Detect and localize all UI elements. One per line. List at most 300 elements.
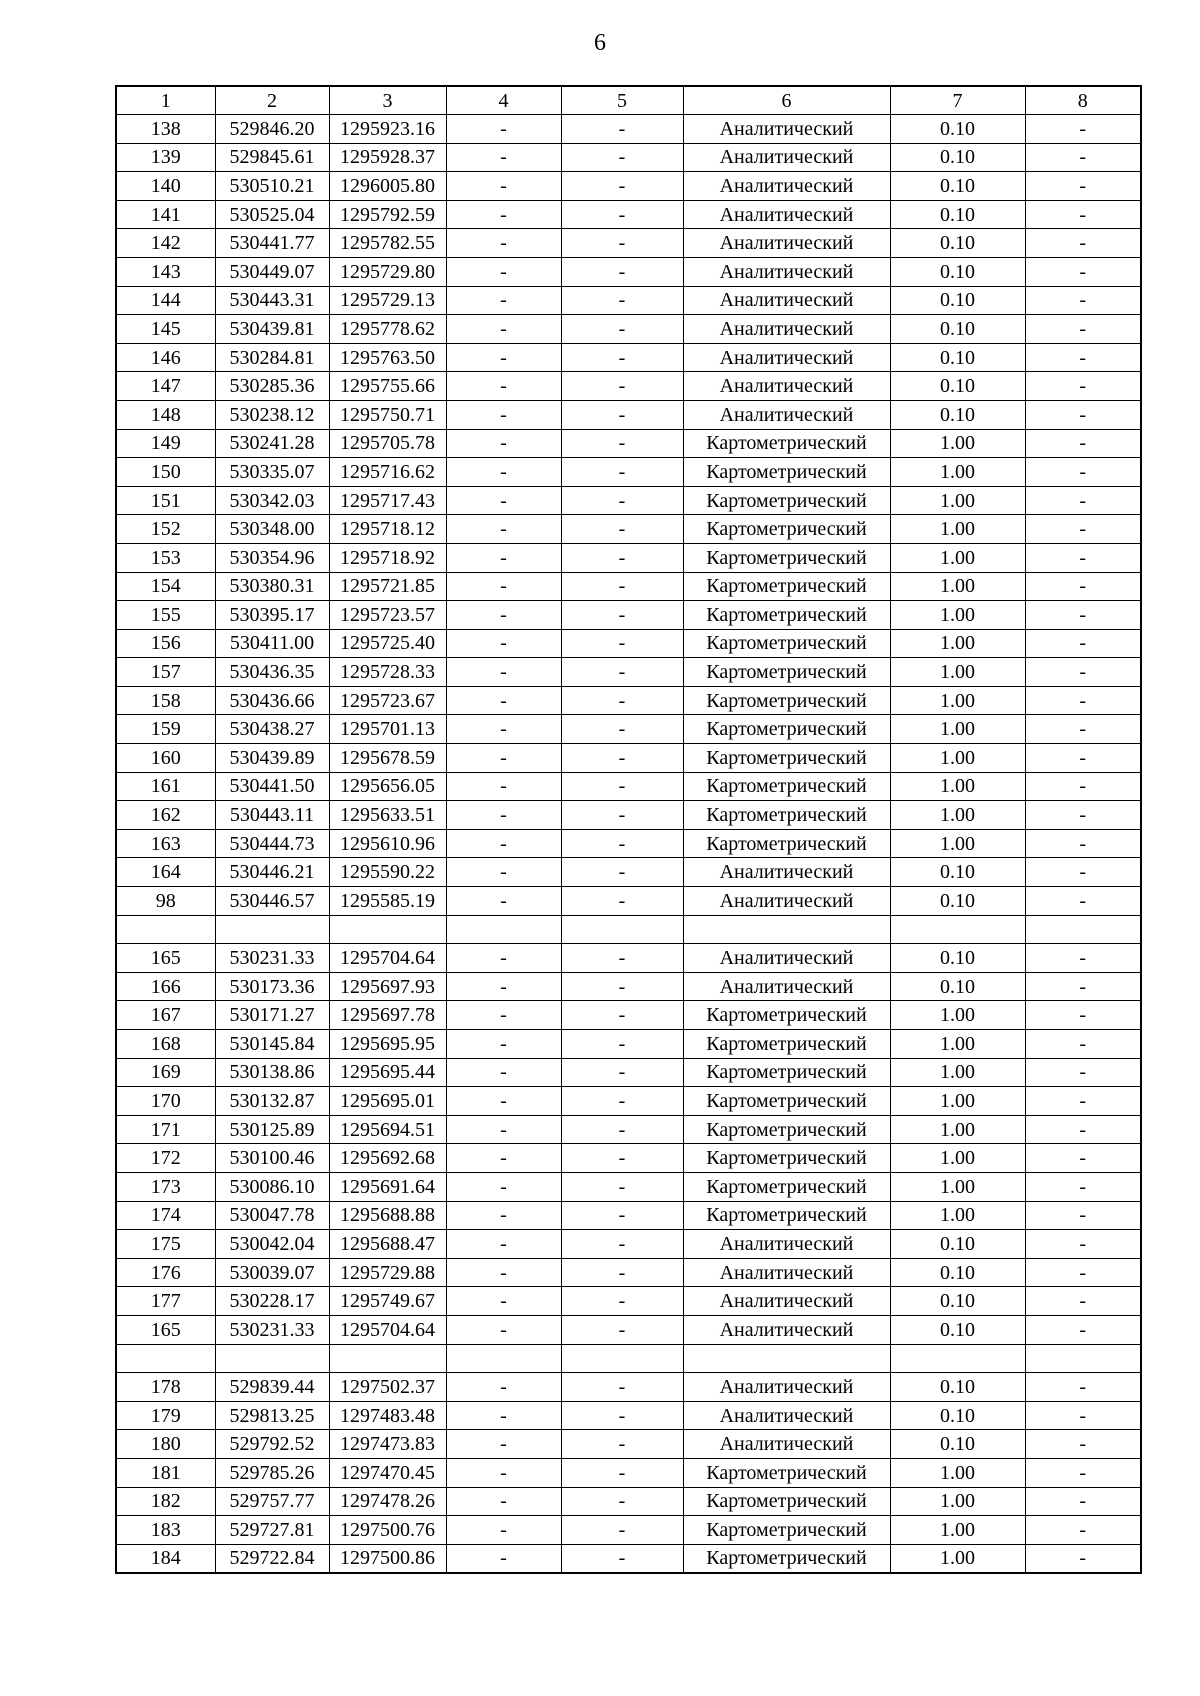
y-coordinate-cell	[329, 1344, 446, 1373]
col8-cell: -	[1025, 1287, 1141, 1316]
col5-cell: -	[561, 1230, 683, 1259]
point-number-cell: 151	[116, 486, 215, 515]
method-cell: Картометрический	[683, 429, 890, 458]
x-coordinate-cell: 530228.17	[215, 1287, 329, 1316]
x-coordinate-cell: 530145.84	[215, 1030, 329, 1059]
y-coordinate-cell: 1295695.01	[329, 1087, 446, 1116]
accuracy-cell: 0.10	[890, 944, 1025, 973]
accuracy-cell: 1.00	[890, 1058, 1025, 1087]
column-header: 7	[890, 86, 1025, 115]
x-coordinate-cell: 530132.87	[215, 1087, 329, 1116]
col8-cell: -	[1025, 744, 1141, 773]
table-separator-row	[116, 915, 1141, 944]
y-coordinate-cell: 1295697.93	[329, 972, 446, 1001]
col4-cell: -	[446, 744, 561, 773]
x-coordinate-cell	[215, 915, 329, 944]
method-cell: Аналитический	[683, 1258, 890, 1287]
col8-cell: -	[1025, 858, 1141, 887]
col8-cell: -	[1025, 143, 1141, 172]
col8-cell: -	[1025, 686, 1141, 715]
col8-cell: -	[1025, 1230, 1141, 1259]
y-coordinate-cell: 1295782.55	[329, 229, 446, 258]
point-number-cell: 164	[116, 858, 215, 887]
table-row	[116, 1315, 1141, 1344]
col8-cell: -	[1025, 829, 1141, 858]
col4-cell: -	[446, 1458, 561, 1487]
col5-cell: -	[561, 543, 683, 572]
col4-cell: -	[446, 601, 561, 630]
y-coordinate-cell: 1295923.16	[329, 115, 446, 144]
accuracy-cell: 0.10	[890, 972, 1025, 1001]
col5-cell: -	[561, 658, 683, 687]
point-number-cell: 141	[116, 200, 215, 229]
col8-cell	[1025, 915, 1141, 944]
col8-cell: -	[1025, 257, 1141, 286]
point-number-cell	[116, 915, 215, 944]
col8-cell: -	[1025, 658, 1141, 687]
col5-cell: -	[561, 1373, 683, 1402]
y-coordinate-cell: 1295718.92	[329, 543, 446, 572]
table-row	[116, 543, 1141, 572]
table-row	[116, 1087, 1141, 1116]
method-cell: Картометрический	[683, 1544, 890, 1573]
accuracy-cell: 1.00	[890, 1201, 1025, 1230]
table-row	[116, 1230, 1141, 1259]
point-number-cell: 155	[116, 601, 215, 630]
point-number-cell: 161	[116, 772, 215, 801]
col5-cell: -	[561, 1172, 683, 1201]
method-cell: Аналитический	[683, 858, 890, 887]
col4-cell: -	[446, 515, 561, 544]
col5-cell: -	[561, 1401, 683, 1430]
accuracy-cell	[890, 1344, 1025, 1373]
point-number-cell: 183	[116, 1516, 215, 1545]
point-number-cell: 163	[116, 829, 215, 858]
point-number-cell: 142	[116, 229, 215, 258]
table-row	[116, 972, 1141, 1001]
point-number-cell	[116, 1344, 215, 1373]
col8-cell: -	[1025, 601, 1141, 630]
accuracy-cell: 0.10	[890, 372, 1025, 401]
table-row	[116, 1258, 1141, 1287]
point-number-cell: 167	[116, 1001, 215, 1030]
table-row	[116, 486, 1141, 515]
col8-cell: -	[1025, 200, 1141, 229]
accuracy-cell: 1.00	[890, 1001, 1025, 1030]
col5-cell	[561, 1344, 683, 1373]
accuracy-cell: 0.10	[890, 858, 1025, 887]
y-coordinate-cell: 1295694.51	[329, 1115, 446, 1144]
y-coordinate-cell: 1297473.83	[329, 1430, 446, 1459]
point-number-cell: 158	[116, 686, 215, 715]
col5-cell: -	[561, 772, 683, 801]
point-number-cell: 176	[116, 1258, 215, 1287]
table-row	[116, 172, 1141, 201]
point-number-cell: 160	[116, 744, 215, 773]
accuracy-cell: 0.10	[890, 1287, 1025, 1316]
col5-cell: -	[561, 572, 683, 601]
accuracy-cell: 0.10	[890, 1401, 1025, 1430]
x-coordinate-cell: 530446.21	[215, 858, 329, 887]
table-row	[116, 801, 1141, 830]
point-number-cell: 149	[116, 429, 215, 458]
col5-cell: -	[561, 458, 683, 487]
y-coordinate-cell: 1295697.78	[329, 1001, 446, 1030]
x-coordinate-cell: 530441.50	[215, 772, 329, 801]
method-cell: Картометрический	[683, 486, 890, 515]
table-row	[116, 772, 1141, 801]
y-coordinate-cell: 1296005.80	[329, 172, 446, 201]
col4-cell	[446, 1344, 561, 1373]
col5-cell: -	[561, 601, 683, 630]
x-coordinate-cell: 530284.81	[215, 343, 329, 372]
col8-cell: -	[1025, 286, 1141, 315]
col5-cell: -	[561, 1258, 683, 1287]
method-cell: Картометрический	[683, 601, 890, 630]
column-header: 5	[561, 86, 683, 115]
point-number-cell: 184	[116, 1544, 215, 1573]
col5-cell: -	[561, 372, 683, 401]
accuracy-cell	[890, 915, 1025, 944]
point-number-cell: 174	[116, 1201, 215, 1230]
x-coordinate-cell: 530446.57	[215, 887, 329, 916]
y-coordinate-cell: 1295678.59	[329, 744, 446, 773]
table-row	[116, 229, 1141, 258]
point-number-cell: 148	[116, 400, 215, 429]
point-number-cell: 152	[116, 515, 215, 544]
x-coordinate-cell: 530231.33	[215, 1315, 329, 1344]
table-row	[116, 944, 1141, 973]
point-number-cell: 144	[116, 286, 215, 315]
y-coordinate-cell: 1295728.33	[329, 658, 446, 687]
method-cell: Аналитический	[683, 1373, 890, 1402]
col4-cell: -	[446, 172, 561, 201]
table-row	[116, 658, 1141, 687]
accuracy-cell: 1.00	[890, 1144, 1025, 1173]
point-number-cell: 138	[116, 115, 215, 144]
col4-cell: -	[446, 1516, 561, 1545]
point-number-cell: 153	[116, 543, 215, 572]
point-number-cell: 143	[116, 257, 215, 286]
y-coordinate-cell: 1295729.80	[329, 257, 446, 286]
col5-cell: -	[561, 1516, 683, 1545]
col5-cell: -	[561, 629, 683, 658]
x-coordinate-cell: 530231.33	[215, 944, 329, 973]
x-coordinate-cell: 530443.11	[215, 801, 329, 830]
x-coordinate-cell: 529792.52	[215, 1430, 329, 1459]
point-number-cell: 178	[116, 1373, 215, 1402]
y-coordinate-cell: 1297500.76	[329, 1516, 446, 1545]
x-coordinate-cell: 530342.03	[215, 486, 329, 515]
y-coordinate-cell: 1297502.37	[329, 1373, 446, 1402]
point-number-cell: 157	[116, 658, 215, 687]
column-header: 3	[329, 86, 446, 115]
accuracy-cell: 0.10	[890, 200, 1025, 229]
col5-cell: -	[561, 315, 683, 344]
y-coordinate-cell: 1297470.45	[329, 1458, 446, 1487]
col5-cell: -	[561, 1487, 683, 1516]
table-row	[116, 1030, 1141, 1059]
y-coordinate-cell: 1295695.95	[329, 1030, 446, 1059]
column-header: 6	[683, 86, 890, 115]
y-coordinate-cell: 1295688.47	[329, 1230, 446, 1259]
method-cell: Аналитический	[683, 257, 890, 286]
point-number-cell: 173	[116, 1172, 215, 1201]
table-body	[116, 115, 1141, 1574]
col4-cell: -	[446, 572, 561, 601]
col5-cell: -	[561, 1115, 683, 1144]
x-coordinate-cell: 530449.07	[215, 257, 329, 286]
x-coordinate-cell: 530395.17	[215, 601, 329, 630]
table-row	[116, 1058, 1141, 1087]
table-row	[116, 1544, 1141, 1573]
col8-cell: -	[1025, 1144, 1141, 1173]
point-number-cell: 180	[116, 1430, 215, 1459]
col5-cell: -	[561, 715, 683, 744]
table-row	[116, 115, 1141, 144]
col8-cell: -	[1025, 772, 1141, 801]
x-coordinate-cell: 530285.36	[215, 372, 329, 401]
col8-cell: -	[1025, 1487, 1141, 1516]
point-number-cell: 140	[116, 172, 215, 201]
table-row	[116, 515, 1141, 544]
col5-cell: -	[561, 1058, 683, 1087]
accuracy-cell: 1.00	[890, 1172, 1025, 1201]
column-header: 4	[446, 86, 561, 115]
accuracy-cell: 1.00	[890, 429, 1025, 458]
accuracy-cell: 0.10	[890, 1315, 1025, 1344]
col8-cell: -	[1025, 172, 1141, 201]
method-cell: Картометрический	[683, 1201, 890, 1230]
col4-cell: -	[446, 315, 561, 344]
method-cell: Аналитический	[683, 372, 890, 401]
accuracy-cell: 1.00	[890, 458, 1025, 487]
col4-cell: -	[446, 543, 561, 572]
point-number-cell: 181	[116, 1458, 215, 1487]
method-cell: Картометрический	[683, 1487, 890, 1516]
col8-cell: -	[1025, 629, 1141, 658]
x-coordinate-cell: 530443.31	[215, 286, 329, 315]
col5-cell: -	[561, 400, 683, 429]
point-number-cell: 98	[116, 887, 215, 916]
y-coordinate-cell: 1297483.48	[329, 1401, 446, 1430]
x-coordinate-cell: 530238.12	[215, 400, 329, 429]
col4-cell: -	[446, 858, 561, 887]
x-coordinate-cell: 530441.77	[215, 229, 329, 258]
method-cell: Аналитический	[683, 315, 890, 344]
table-row	[116, 744, 1141, 773]
col5-cell: -	[561, 343, 683, 372]
x-coordinate-cell	[215, 1344, 329, 1373]
x-coordinate-cell: 530380.31	[215, 572, 329, 601]
column-header: 2	[215, 86, 329, 115]
table-separator-row	[116, 1344, 1141, 1373]
y-coordinate-cell: 1295692.68	[329, 1144, 446, 1173]
col4-cell: -	[446, 486, 561, 515]
col5-cell: -	[561, 172, 683, 201]
col4-cell: -	[446, 1172, 561, 1201]
x-coordinate-cell: 529845.61	[215, 143, 329, 172]
col8-cell: -	[1025, 372, 1141, 401]
col8-cell: -	[1025, 1315, 1141, 1344]
col8-cell: -	[1025, 229, 1141, 258]
method-cell: Картометрический	[683, 1058, 890, 1087]
col5-cell: -	[561, 515, 683, 544]
x-coordinate-cell: 530348.00	[215, 515, 329, 544]
col4-cell: -	[446, 1115, 561, 1144]
col5-cell: -	[561, 1144, 683, 1173]
accuracy-cell: 1.00	[890, 801, 1025, 830]
col5-cell: -	[561, 257, 683, 286]
x-coordinate-cell: 530086.10	[215, 1172, 329, 1201]
accuracy-cell: 1.00	[890, 1544, 1025, 1573]
col4-cell: -	[446, 200, 561, 229]
table-row	[116, 143, 1141, 172]
accuracy-cell: 0.10	[890, 172, 1025, 201]
col5-cell	[561, 915, 683, 944]
method-cell: Аналитический	[683, 972, 890, 1001]
accuracy-cell: 0.10	[890, 1258, 1025, 1287]
col8-cell: -	[1025, 1544, 1141, 1573]
y-coordinate-cell: 1295590.22	[329, 858, 446, 887]
col8-cell: -	[1025, 343, 1141, 372]
col4-cell: -	[446, 1258, 561, 1287]
accuracy-cell: 0.10	[890, 115, 1025, 144]
method-cell: Аналитический	[683, 1430, 890, 1459]
point-number-cell: 147	[116, 372, 215, 401]
table-row	[116, 1144, 1141, 1173]
accuracy-cell: 1.00	[890, 686, 1025, 715]
col4-cell: -	[446, 658, 561, 687]
y-coordinate-cell	[329, 915, 446, 944]
table-row	[116, 429, 1141, 458]
col4-cell: -	[446, 257, 561, 286]
col4-cell: -	[446, 772, 561, 801]
y-coordinate-cell: 1295691.64	[329, 1172, 446, 1201]
table-row	[116, 257, 1141, 286]
x-coordinate-cell: 530171.27	[215, 1001, 329, 1030]
col5-cell: -	[561, 1201, 683, 1230]
table-row	[116, 1201, 1141, 1230]
method-cell: Аналитический	[683, 343, 890, 372]
col4-cell: -	[446, 686, 561, 715]
col4-cell: -	[446, 1201, 561, 1230]
col4-cell: -	[446, 1087, 561, 1116]
method-cell: Аналитический	[683, 1401, 890, 1430]
method-cell: Картометрический	[683, 715, 890, 744]
x-coordinate-cell: 529846.20	[215, 115, 329, 144]
y-coordinate-cell: 1295701.13	[329, 715, 446, 744]
col8-cell: -	[1025, 1115, 1141, 1144]
x-coordinate-cell: 529727.81	[215, 1516, 329, 1545]
col8-cell: -	[1025, 486, 1141, 515]
x-coordinate-cell: 530138.86	[215, 1058, 329, 1087]
col5-cell: -	[561, 229, 683, 258]
y-coordinate-cell: 1295792.59	[329, 200, 446, 229]
accuracy-cell: 0.10	[890, 1230, 1025, 1259]
col4-cell: -	[446, 143, 561, 172]
point-number-cell: 177	[116, 1287, 215, 1316]
col8-cell: -	[1025, 400, 1141, 429]
col5-cell: -	[561, 1430, 683, 1459]
accuracy-cell: 1.00	[890, 772, 1025, 801]
point-number-cell: 162	[116, 801, 215, 830]
table-row	[116, 601, 1141, 630]
table-header-row	[116, 86, 1141, 115]
method-cell: Аналитический	[683, 400, 890, 429]
y-coordinate-cell: 1295717.43	[329, 486, 446, 515]
col4-cell: -	[446, 1487, 561, 1516]
col4-cell: -	[446, 1144, 561, 1173]
col8-cell: -	[1025, 115, 1141, 144]
col4-cell: -	[446, 944, 561, 973]
accuracy-cell: 1.00	[890, 629, 1025, 658]
coordinates-table	[115, 85, 1142, 1574]
point-number-cell: 165	[116, 944, 215, 973]
method-cell: Картометрический	[683, 572, 890, 601]
col5-cell: -	[561, 486, 683, 515]
method-cell: Аналитический	[683, 172, 890, 201]
method-cell: Картометрический	[683, 1087, 890, 1116]
x-coordinate-cell: 530438.27	[215, 715, 329, 744]
col8-cell: -	[1025, 1087, 1141, 1116]
x-coordinate-cell: 530436.35	[215, 658, 329, 687]
col4-cell: -	[446, 372, 561, 401]
table-row	[116, 400, 1141, 429]
y-coordinate-cell: 1297478.26	[329, 1487, 446, 1516]
method-cell: Картометрический	[683, 1458, 890, 1487]
col4-cell	[446, 915, 561, 944]
point-number-cell: 154	[116, 572, 215, 601]
accuracy-cell: 0.10	[890, 143, 1025, 172]
point-number-cell: 170	[116, 1087, 215, 1116]
col5-cell: -	[561, 115, 683, 144]
y-coordinate-cell: 1295755.66	[329, 372, 446, 401]
col5-cell: -	[561, 1458, 683, 1487]
col4-cell: -	[446, 1315, 561, 1344]
point-number-cell: 182	[116, 1487, 215, 1516]
col4-cell: -	[446, 1430, 561, 1459]
x-coordinate-cell: 530354.96	[215, 543, 329, 572]
method-cell: Аналитический	[683, 944, 890, 973]
col5-cell: -	[561, 1315, 683, 1344]
col8-cell: -	[1025, 1373, 1141, 1402]
col5-cell: -	[561, 1544, 683, 1573]
point-number-cell: 169	[116, 1058, 215, 1087]
accuracy-cell: 1.00	[890, 601, 1025, 630]
method-cell: Аналитический	[683, 887, 890, 916]
y-coordinate-cell: 1295718.12	[329, 515, 446, 544]
x-coordinate-cell: 530439.81	[215, 315, 329, 344]
col8-cell: -	[1025, 1001, 1141, 1030]
table-row	[116, 1001, 1141, 1030]
col4-cell: -	[446, 343, 561, 372]
col5-cell: -	[561, 858, 683, 887]
method-cell: Картометрический	[683, 686, 890, 715]
table-row	[116, 715, 1141, 744]
accuracy-cell: 1.00	[890, 1115, 1025, 1144]
x-coordinate-cell: 530335.07	[215, 458, 329, 487]
method-cell: Картометрический	[683, 1144, 890, 1173]
table-row	[116, 1516, 1141, 1545]
table-row	[116, 829, 1141, 858]
method-cell: Картометрический	[683, 1001, 890, 1030]
method-cell: Картометрический	[683, 543, 890, 572]
y-coordinate-cell: 1295723.67	[329, 686, 446, 715]
table-row	[116, 1115, 1141, 1144]
table-row	[116, 315, 1141, 344]
table-row	[116, 1401, 1141, 1430]
